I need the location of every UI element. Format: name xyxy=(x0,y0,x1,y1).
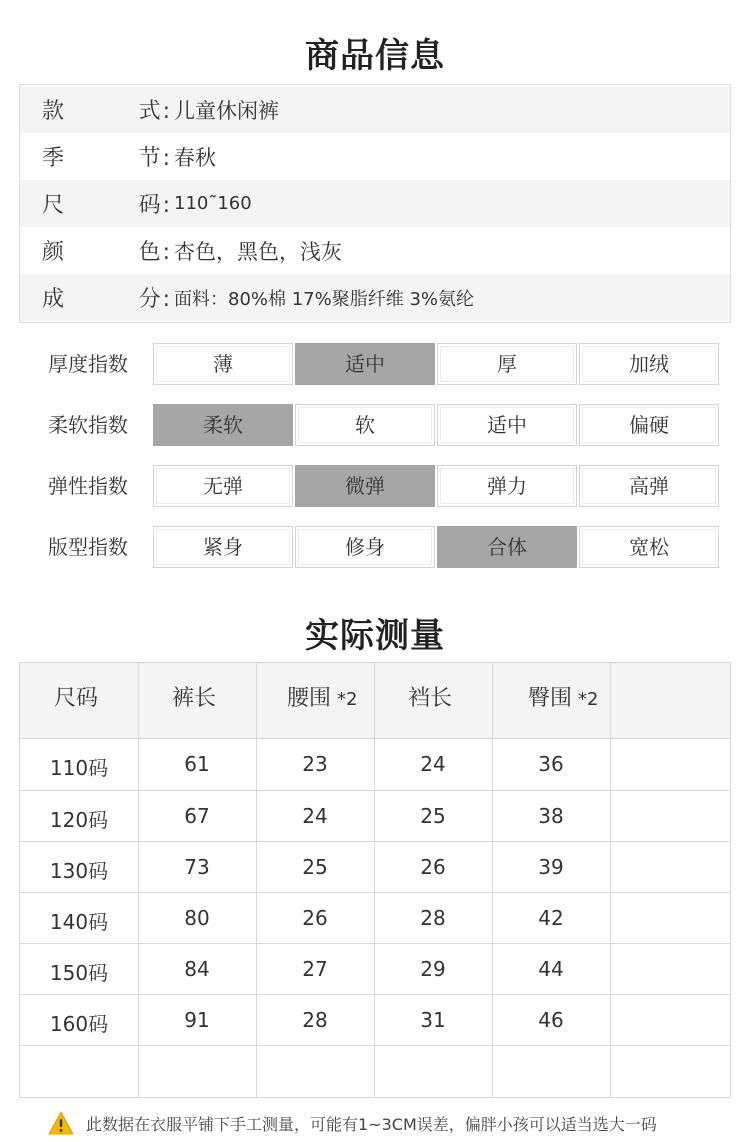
info-value: 110˜160 xyxy=(174,193,252,214)
table-cell: 24 xyxy=(302,804,328,828)
info-label: 款 式: xyxy=(42,99,170,124)
header-waist: 腰围 *2 xyxy=(287,686,358,711)
info-value: 儿童休闲裤 xyxy=(174,98,279,123)
info-value: 春秋 xyxy=(174,145,216,170)
index-option: 厚 xyxy=(437,343,577,385)
info-label: 尺 码: xyxy=(42,193,170,218)
info-value: 面料：80%棉 17%聚脂纤维 3%氨纶 xyxy=(174,288,475,310)
table-cell: 26 xyxy=(302,906,328,930)
index-label: 柔软指数 xyxy=(48,413,128,437)
table-cell: 80 xyxy=(184,906,210,930)
note-text: 此数据在衣服平铺下手工测量，可能有1~3CM误差，偏胖小孩可以适当选大一码 xyxy=(86,1114,657,1134)
index-option: 合体 xyxy=(437,526,577,568)
index-option: 适中 xyxy=(437,404,577,446)
index-option: 修身 xyxy=(295,526,435,568)
info-row-season xyxy=(20,133,730,180)
index-option: 高弹 xyxy=(579,465,719,507)
table-cell: 61 xyxy=(184,752,210,776)
index-label: 弹性指数 xyxy=(48,474,128,498)
warning-icon xyxy=(48,1111,74,1135)
table-cell: 73 xyxy=(184,855,210,879)
header-length: 裤长 xyxy=(172,686,217,711)
table-header-row xyxy=(20,663,730,739)
index-row-softness xyxy=(0,404,750,446)
info-row-material xyxy=(20,274,730,321)
index-option: 柔软 xyxy=(153,404,293,446)
size-cell: 110码 xyxy=(49,756,109,780)
index-option: 薄 xyxy=(153,343,293,385)
size-cell: 130码 xyxy=(49,859,109,883)
table-cell: 31 xyxy=(420,1008,446,1032)
table-cell: 84 xyxy=(184,957,210,981)
product-info-title: 商品信息 xyxy=(305,36,445,76)
size-cell: 120码 xyxy=(49,808,109,832)
table-cell: 27 xyxy=(302,957,328,981)
size-cell: 160码 xyxy=(49,1012,109,1036)
index-option: 紧身 xyxy=(153,526,293,568)
table-cell: 24 xyxy=(420,752,446,776)
index-option: 软 xyxy=(295,404,435,446)
index-label: 厚度指数 xyxy=(48,352,128,376)
table-cell: 26 xyxy=(420,855,446,879)
product-info-table xyxy=(19,84,731,323)
table-cell: 38 xyxy=(538,804,564,828)
info-label: 颜 色: xyxy=(42,240,170,265)
info-row-color xyxy=(20,227,730,274)
index-option: 弹力 xyxy=(437,465,577,507)
header-rise: 裆长 xyxy=(408,686,453,711)
table-cell: 25 xyxy=(302,855,328,879)
index-option: 适中 xyxy=(295,343,435,385)
table-cell: 25 xyxy=(420,804,446,828)
measurement-table xyxy=(19,662,731,1098)
index-label: 版型指数 xyxy=(48,535,128,559)
table-cell: 42 xyxy=(538,906,564,930)
table-cell: 36 xyxy=(538,752,564,776)
index-row-thickness xyxy=(0,343,750,385)
index-row-fit xyxy=(0,526,750,568)
info-row-size xyxy=(20,180,730,227)
index-option: 加绒 xyxy=(579,343,719,385)
header-size: 尺码 xyxy=(54,686,99,711)
index-option: 偏硬 xyxy=(579,404,719,446)
table-cell: 23 xyxy=(302,752,328,776)
size-cell: 140码 xyxy=(49,910,109,934)
info-row-style xyxy=(20,86,730,133)
index-option: 宽松 xyxy=(579,526,719,568)
info-value: 杏色，黑色，浅灰 xyxy=(174,239,342,264)
table-cell: 29 xyxy=(420,957,446,981)
index-option: 微弹 xyxy=(295,465,435,507)
info-label: 季 节: xyxy=(42,146,170,171)
info-label: 成 分: xyxy=(42,287,170,312)
table-cell: 44 xyxy=(538,957,564,981)
measurement-note xyxy=(48,1110,657,1136)
table-cell: 46 xyxy=(538,1008,564,1032)
index-option: 无弹 xyxy=(153,465,293,507)
size-cell: 150码 xyxy=(49,961,109,985)
table-cell: 67 xyxy=(184,804,210,828)
header-hip: 臀围 *2 xyxy=(528,686,599,711)
table-cell: 91 xyxy=(184,1008,210,1032)
table-cell: 39 xyxy=(538,855,564,879)
table-cell: 28 xyxy=(302,1008,328,1032)
table-cell: 28 xyxy=(420,906,446,930)
measurement-title: 实际测量 xyxy=(305,616,445,656)
index-row-elasticity xyxy=(0,465,750,507)
